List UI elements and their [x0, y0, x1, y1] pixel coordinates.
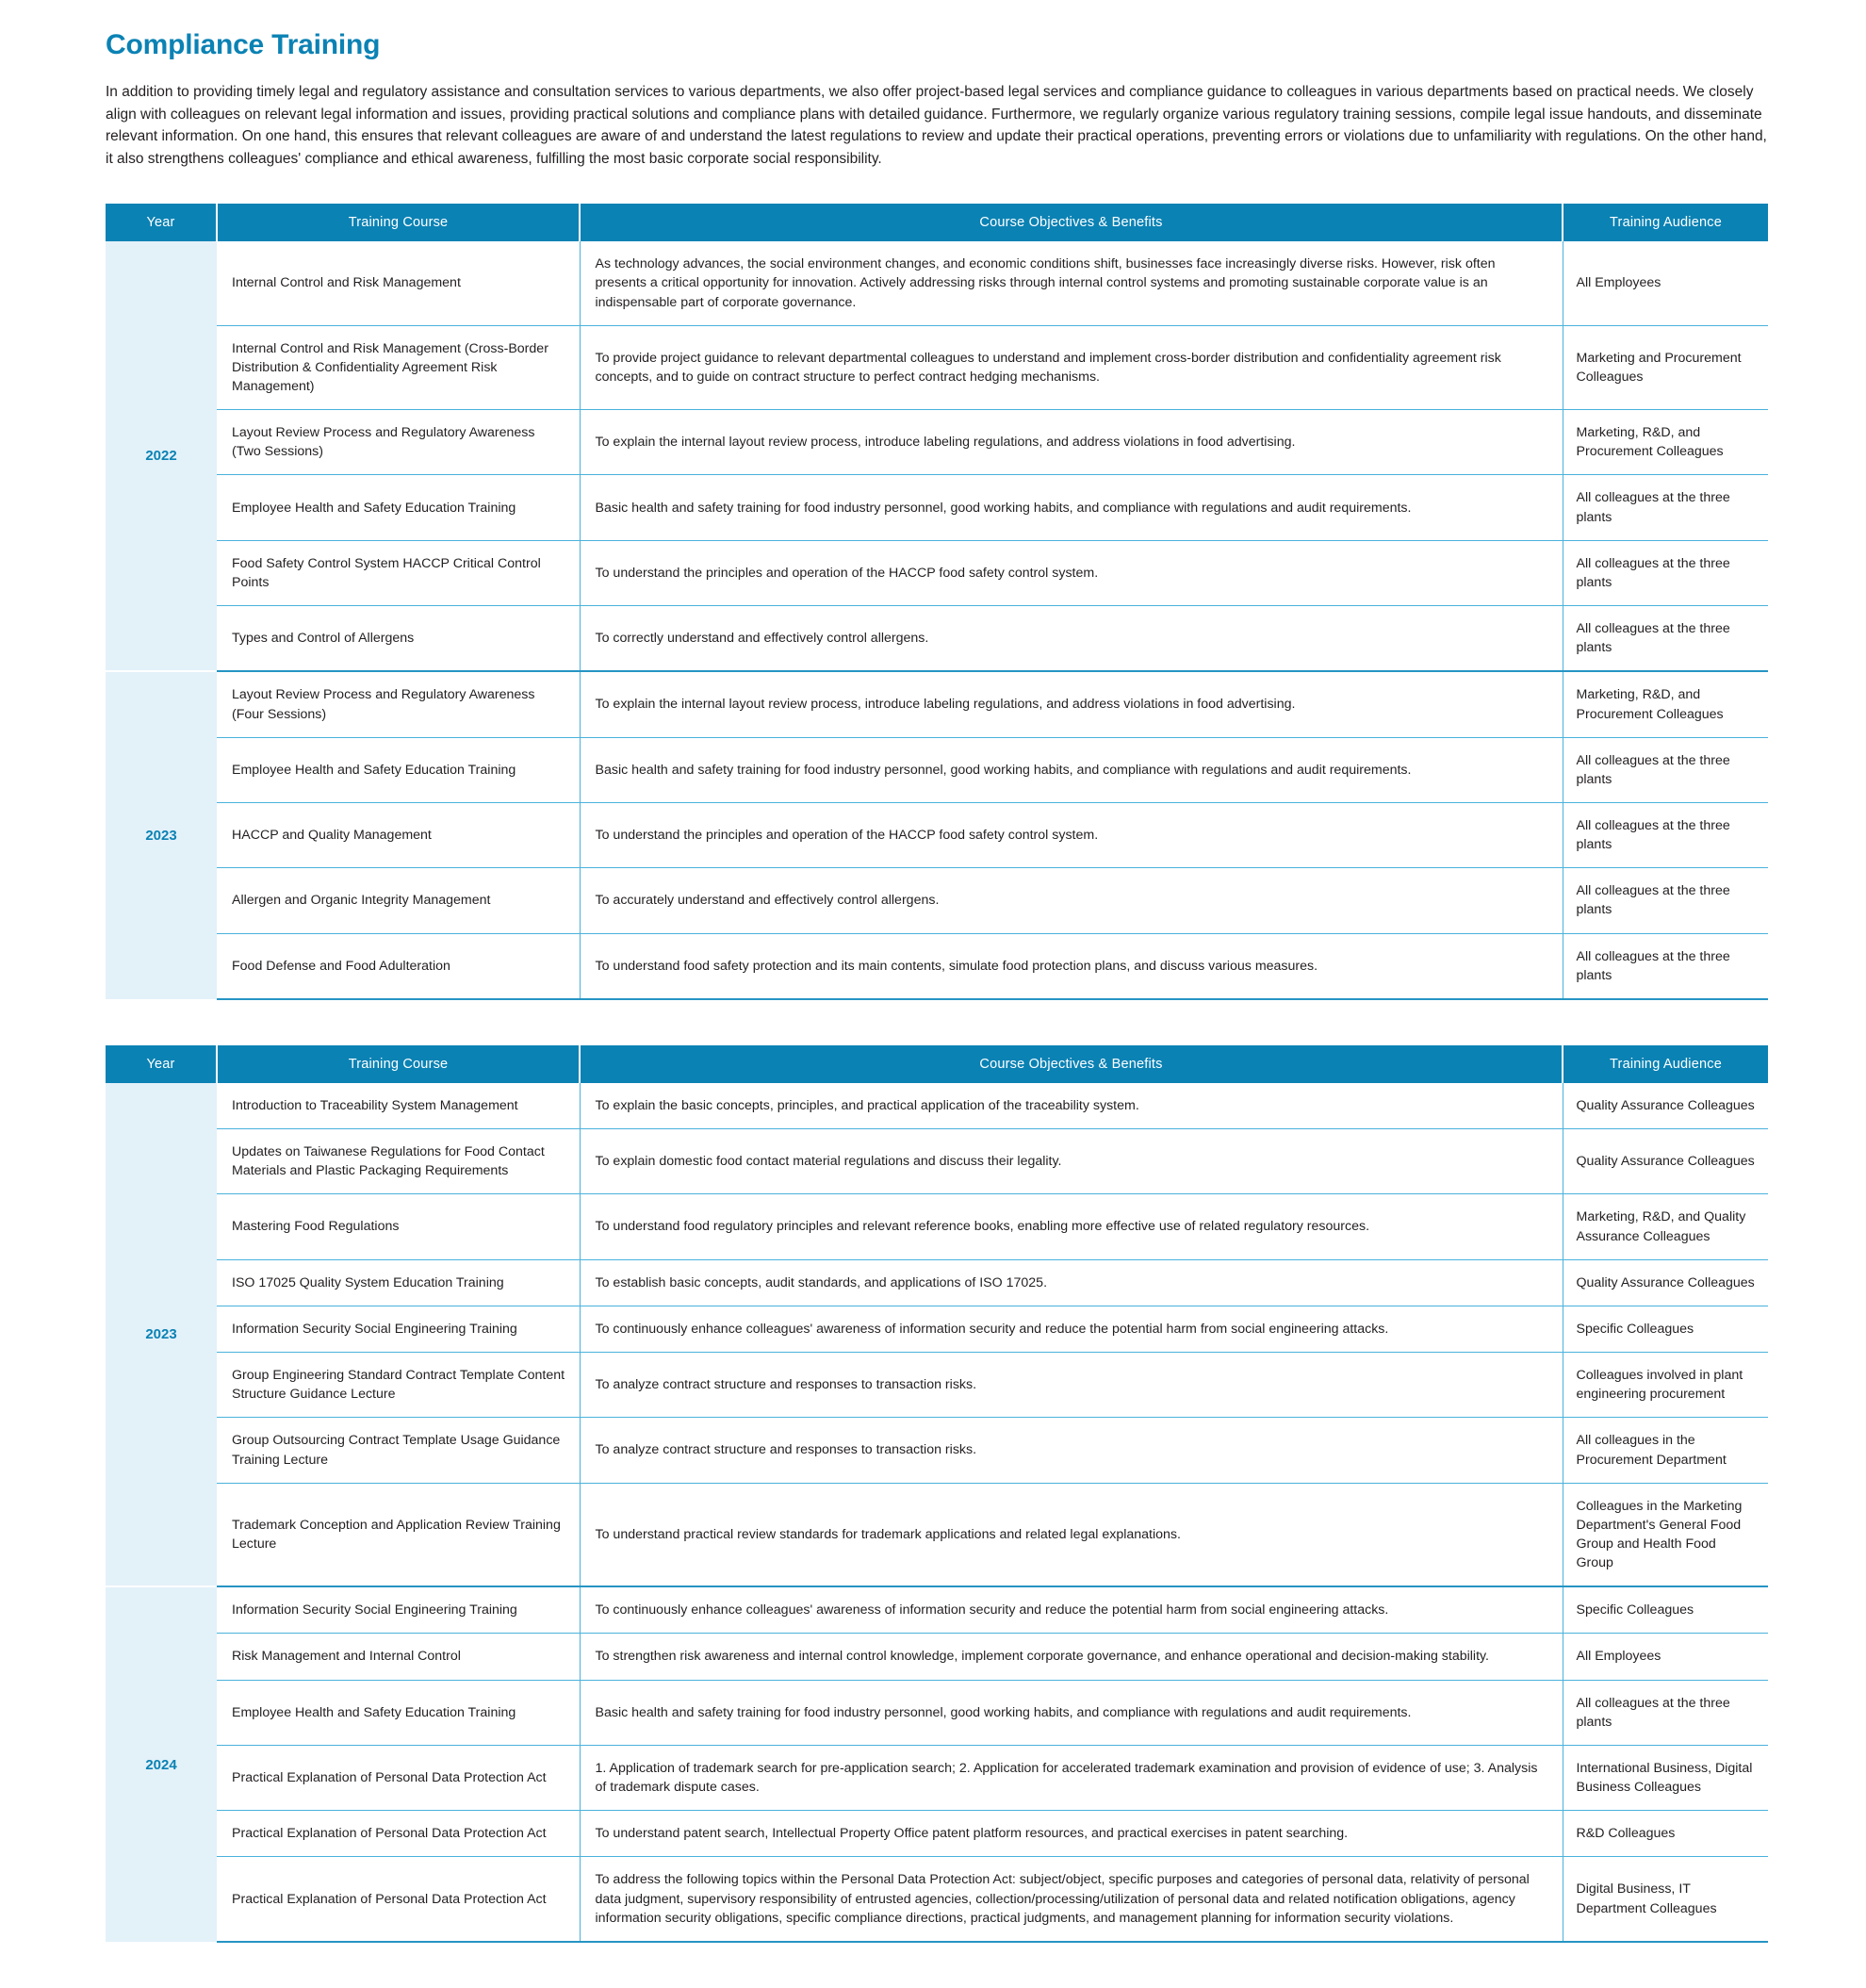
- page-title: Compliance Training: [106, 29, 381, 60]
- cell-course-objectives: To explain the internal layout review process, introduce labeling regulations, and address violations in food advertising.: [580, 671, 1563, 737]
- table-row: [106, 1634, 1768, 1680]
- cell-course-objectives: To correctly understand and effectively control allergens.: [580, 606, 1563, 672]
- table-1-header: [106, 204, 1768, 241]
- cell-training-course: ISO 17025 Quality System Education Training: [217, 1259, 580, 1306]
- cell-course-objectives: To explain the basic concepts, principles, and practical application of the traceability system.: [580, 1083, 1563, 1129]
- cell-training-course: Group Engineering Standard Contract Template Content Structure Guidance Lecture: [217, 1353, 580, 1418]
- cell-training-audience: All colleagues at the three plants: [1563, 1680, 1768, 1745]
- cell-training-audience: Marketing, R&D, and Quality Assurance Colleagues: [1563, 1194, 1768, 1259]
- table-row: [106, 1129, 1768, 1194]
- cell-course-objectives: To understand patent search, Intellectual Property Office patent platform resources, and practical exercises in patent searching.: [580, 1811, 1563, 1857]
- cell-course-objectives: Basic health and safety training for food industry personnel, good working habits, and compliance with regulations and audit requirements.: [580, 1680, 1563, 1745]
- col-header-year: Year: [106, 204, 217, 241]
- cell-training-course: Information Security Social Engineering Training: [217, 1586, 580, 1634]
- table-2-header: [106, 1045, 1768, 1083]
- cell-training-audience: All colleagues at the three plants: [1563, 803, 1768, 868]
- cell-training-audience: All colleagues at the three plants: [1563, 737, 1768, 802]
- cell-course-objectives: To understand practical review standards for trademark applications and related legal explanations.: [580, 1483, 1563, 1586]
- cell-training-audience: All colleagues at the three plants: [1563, 475, 1768, 540]
- col-header-course-objectives: Course Objectives & Benefits: [580, 204, 1563, 241]
- col-header-training-course: Training Course: [217, 204, 580, 241]
- cell-course-objectives: To analyze contract structure and responses to transaction risks.: [580, 1353, 1563, 1418]
- cell-training-audience: All colleagues at the three plants: [1563, 606, 1768, 672]
- year-cell: 2023: [106, 671, 217, 999]
- cell-training-course: Practical Explanation of Personal Data Protection Act: [217, 1745, 580, 1810]
- cell-course-objectives: Basic health and safety training for food industry personnel, good working habits, and compliance with regulations and audit requirements.: [580, 475, 1563, 540]
- table-row: [106, 868, 1768, 933]
- cell-training-course: Trademark Conception and Application Review Training Lecture: [217, 1483, 580, 1586]
- cell-training-audience: Marketing, R&D, and Procurement Colleagues: [1563, 671, 1768, 737]
- table-row: [106, 1586, 1768, 1634]
- compliance-training-table-2: [106, 1045, 1768, 1943]
- table-row: [106, 540, 1768, 605]
- cell-training-course: Food Safety Control System HACCP Critical Control Points: [217, 540, 580, 605]
- cell-course-objectives: To strengthen risk awareness and internal control knowledge, implement corporate governance, and enhance operational and decision-making stability.: [580, 1634, 1563, 1680]
- cell-training-audience: R&D Colleagues: [1563, 1811, 1768, 1857]
- table-row: [106, 803, 1768, 868]
- cell-training-course: Food Defense and Food Adulteration: [217, 933, 580, 999]
- cell-training-audience: All colleagues in the Procurement Department: [1563, 1418, 1768, 1483]
- cell-course-objectives: To establish basic concepts, audit standards, and applications of ISO 17025.: [580, 1259, 1563, 1306]
- table-row: [106, 475, 1768, 540]
- col-header-course-objectives: Course Objectives & Benefits: [580, 1045, 1563, 1083]
- cell-training-course: Information Security Social Engineering Training: [217, 1306, 580, 1352]
- col-header-training-course: Training Course: [217, 1045, 580, 1083]
- table-row: [106, 1483, 1768, 1586]
- year-cell: 2024: [106, 1586, 217, 1942]
- cell-course-objectives: To analyze contract structure and responses to transaction risks.: [580, 1418, 1563, 1483]
- table-row: [106, 410, 1768, 475]
- cell-training-audience: Specific Colleagues: [1563, 1306, 1768, 1352]
- cell-training-course: Employee Health and Safety Education Training: [217, 737, 580, 802]
- cell-training-course: Allergen and Organic Integrity Management: [217, 868, 580, 933]
- table-row: [106, 1306, 1768, 1352]
- table-row: [106, 1811, 1768, 1857]
- cell-training-course: Updates on Taiwanese Regulations for Food Contact Materials and Plastic Packaging Requirements: [217, 1129, 580, 1194]
- table-row: [106, 737, 1768, 802]
- cell-training-audience: Quality Assurance Colleagues: [1563, 1129, 1768, 1194]
- cell-course-objectives: To understand the principles and operation of the HACCP food safety control system.: [580, 540, 1563, 605]
- table-2-body: [106, 1083, 1768, 1942]
- col-header-year: Year: [106, 1045, 217, 1083]
- cell-training-course: Internal Control and Risk Management: [217, 241, 580, 325]
- table-header-row: [106, 1045, 1768, 1083]
- table-1-body: [106, 241, 1768, 999]
- cell-course-objectives: To provide project guidance to relevant departmental colleagues to understand and implement cross-border distribution and confidentiality agreement risk concepts, and to guide on contract structure to perfect contract hedging mechanisms.: [580, 325, 1563, 409]
- cell-course-objectives: To explain the internal layout review process, introduce labeling regulations, and address violations in food advertising.: [580, 410, 1563, 475]
- cell-training-audience: Quality Assurance Colleagues: [1563, 1259, 1768, 1306]
- cell-training-audience: Marketing and Procurement Colleagues: [1563, 325, 1768, 409]
- table-row: [106, 1680, 1768, 1745]
- cell-training-audience: Quality Assurance Colleagues: [1563, 1083, 1768, 1129]
- table-row: [106, 1083, 1768, 1129]
- cell-course-objectives: To understand the principles and operation of the HACCP food safety control system.: [580, 803, 1563, 868]
- cell-course-objectives: To understand food regulatory principles and relevant reference books, enabling more effective use of related regulatory resources.: [580, 1194, 1563, 1259]
- cell-training-course: Risk Management and Internal Control: [217, 1634, 580, 1680]
- cell-training-audience: Marketing, R&D, and Procurement Colleagues: [1563, 410, 1768, 475]
- cell-training-audience: All Employees: [1563, 1634, 1768, 1680]
- cell-training-course: Layout Review Process and Regulatory Awareness (Four Sessions): [217, 671, 580, 737]
- table-row: [106, 671, 1768, 737]
- cell-training-course: Mastering Food Regulations: [217, 1194, 580, 1259]
- cell-course-objectives: To understand food safety protection and its main contents, simulate food protection plans, and discuss various measures.: [580, 933, 1563, 999]
- cell-course-objectives: To accurately understand and effectively control allergens.: [580, 868, 1563, 933]
- cell-training-course: Practical Explanation of Personal Data Protection Act: [217, 1857, 580, 1942]
- cell-training-audience: Specific Colleagues: [1563, 1586, 1768, 1634]
- cell-course-objectives: To continuously enhance colleagues' awareness of information security and reduce the potential harm from social engineering attacks.: [580, 1306, 1563, 1352]
- table-row: [106, 1745, 1768, 1810]
- table-row: [106, 606, 1768, 672]
- cell-course-objectives: 1. Application of trademark search for pre-application search; 2. Application for accelerated trademark examination and provision of evidence of use; 3. Analysis of trademark dispute cases.: [580, 1745, 1563, 1810]
- cell-training-course: Layout Review Process and Regulatory Awareness (Two Sessions): [217, 410, 580, 475]
- table-row: [106, 1418, 1768, 1483]
- cell-training-audience: All colleagues at the three plants: [1563, 540, 1768, 605]
- intro-paragraph: In addition to providing timely legal and regulatory assistance and consultation services to various departments, we also offer project-based legal services and compliance guidance to colleagues in various departments based on practical needs. We closely align with colleagues on relevant legal information and issues, providing practical solutions and compliance plans with detailed guidance. Furthermore, we regularly organize various regulatory training sessions, compile legal issue handouts, and disseminate relevant information. On one hand, this ensures that relevant colleagues are aware of and understand the latest regulations to review and update their practical operations, preventing errors or violations due to unfamiliarity with regulations. On the other hand, it also strengthens colleagues' compliance and ethical awareness, fulfilling the most basic corporate social responsibility.: [106, 84, 1767, 167]
- compliance-training-table-1: [106, 204, 1768, 1000]
- table-row: [106, 1857, 1768, 1942]
- cell-training-audience: Colleagues in the Marketing Department's General Food Group and Health Food Group: [1563, 1483, 1768, 1586]
- table-row: [106, 1194, 1768, 1259]
- cell-training-course: Types and Control of Allergens: [217, 606, 580, 672]
- year-cell: 2022: [106, 241, 217, 671]
- cell-training-audience: All colleagues at the three plants: [1563, 933, 1768, 999]
- cell-training-course: HACCP and Quality Management: [217, 803, 580, 868]
- cell-course-objectives: As technology advances, the social environment changes, and economic conditions shift, businesses face increasingly diverse risks. However, risk often presents a critical opportunity for innovation. Actively addressing risks through internal control systems and promoting sustainable corporate value is an indispensable part of corporate governance.: [580, 241, 1563, 325]
- table-row: [106, 241, 1768, 325]
- table-row: [106, 1353, 1768, 1418]
- table-row: [106, 933, 1768, 999]
- cell-training-course: Employee Health and Safety Education Training: [217, 475, 580, 540]
- cell-training-audience: Digital Business, IT Department Colleagues: [1563, 1857, 1768, 1942]
- cell-training-course: Internal Control and Risk Management (Cross-Border Distribution & Confidentiality Agreement Risk Management): [217, 325, 580, 409]
- table-row: [106, 325, 1768, 409]
- cell-training-course: Group Outsourcing Contract Template Usage Guidance Training Lecture: [217, 1418, 580, 1483]
- cell-training-course: Employee Health and Safety Education Training: [217, 1680, 580, 1745]
- cell-training-course: Introduction to Traceability System Management: [217, 1083, 580, 1129]
- cell-training-audience: All Employees: [1563, 241, 1768, 325]
- table-header-row: [106, 204, 1768, 241]
- table-row: [106, 1259, 1768, 1306]
- cell-training-course: Practical Explanation of Personal Data Protection Act: [217, 1811, 580, 1857]
- cell-training-audience: International Business, Digital Business Colleagues: [1563, 1745, 1768, 1810]
- cell-training-audience: Colleagues involved in plant engineering procurement: [1563, 1353, 1768, 1418]
- col-header-training-audience: Training Audience: [1563, 1045, 1768, 1083]
- cell-training-audience: All colleagues at the three plants: [1563, 868, 1768, 933]
- cell-course-objectives: To explain domestic food contact material regulations and discuss their legality.: [580, 1129, 1563, 1194]
- cell-course-objectives: To address the following topics within the Personal Data Protection Act: subject/object, specific purposes and categories of personal data, relativity of personal data judgment, supervisory responsibility of entrusted agencies, collection/processing/utilization of personal data and related notification obligations, agency information security obligations, specific compliance directions, practical judgments, and management planning for information security violations.: [580, 1857, 1563, 1942]
- col-header-training-audience: Training Audience: [1563, 204, 1768, 241]
- cell-course-objectives: Basic health and safety training for food industry personnel, good working habits, and compliance with regulations and audit requirements.: [580, 737, 1563, 802]
- year-cell: 2023: [106, 1083, 217, 1586]
- cell-course-objectives: To continuously enhance colleagues' awareness of information security and reduce the potential harm from social engineering attacks.: [580, 1586, 1563, 1634]
